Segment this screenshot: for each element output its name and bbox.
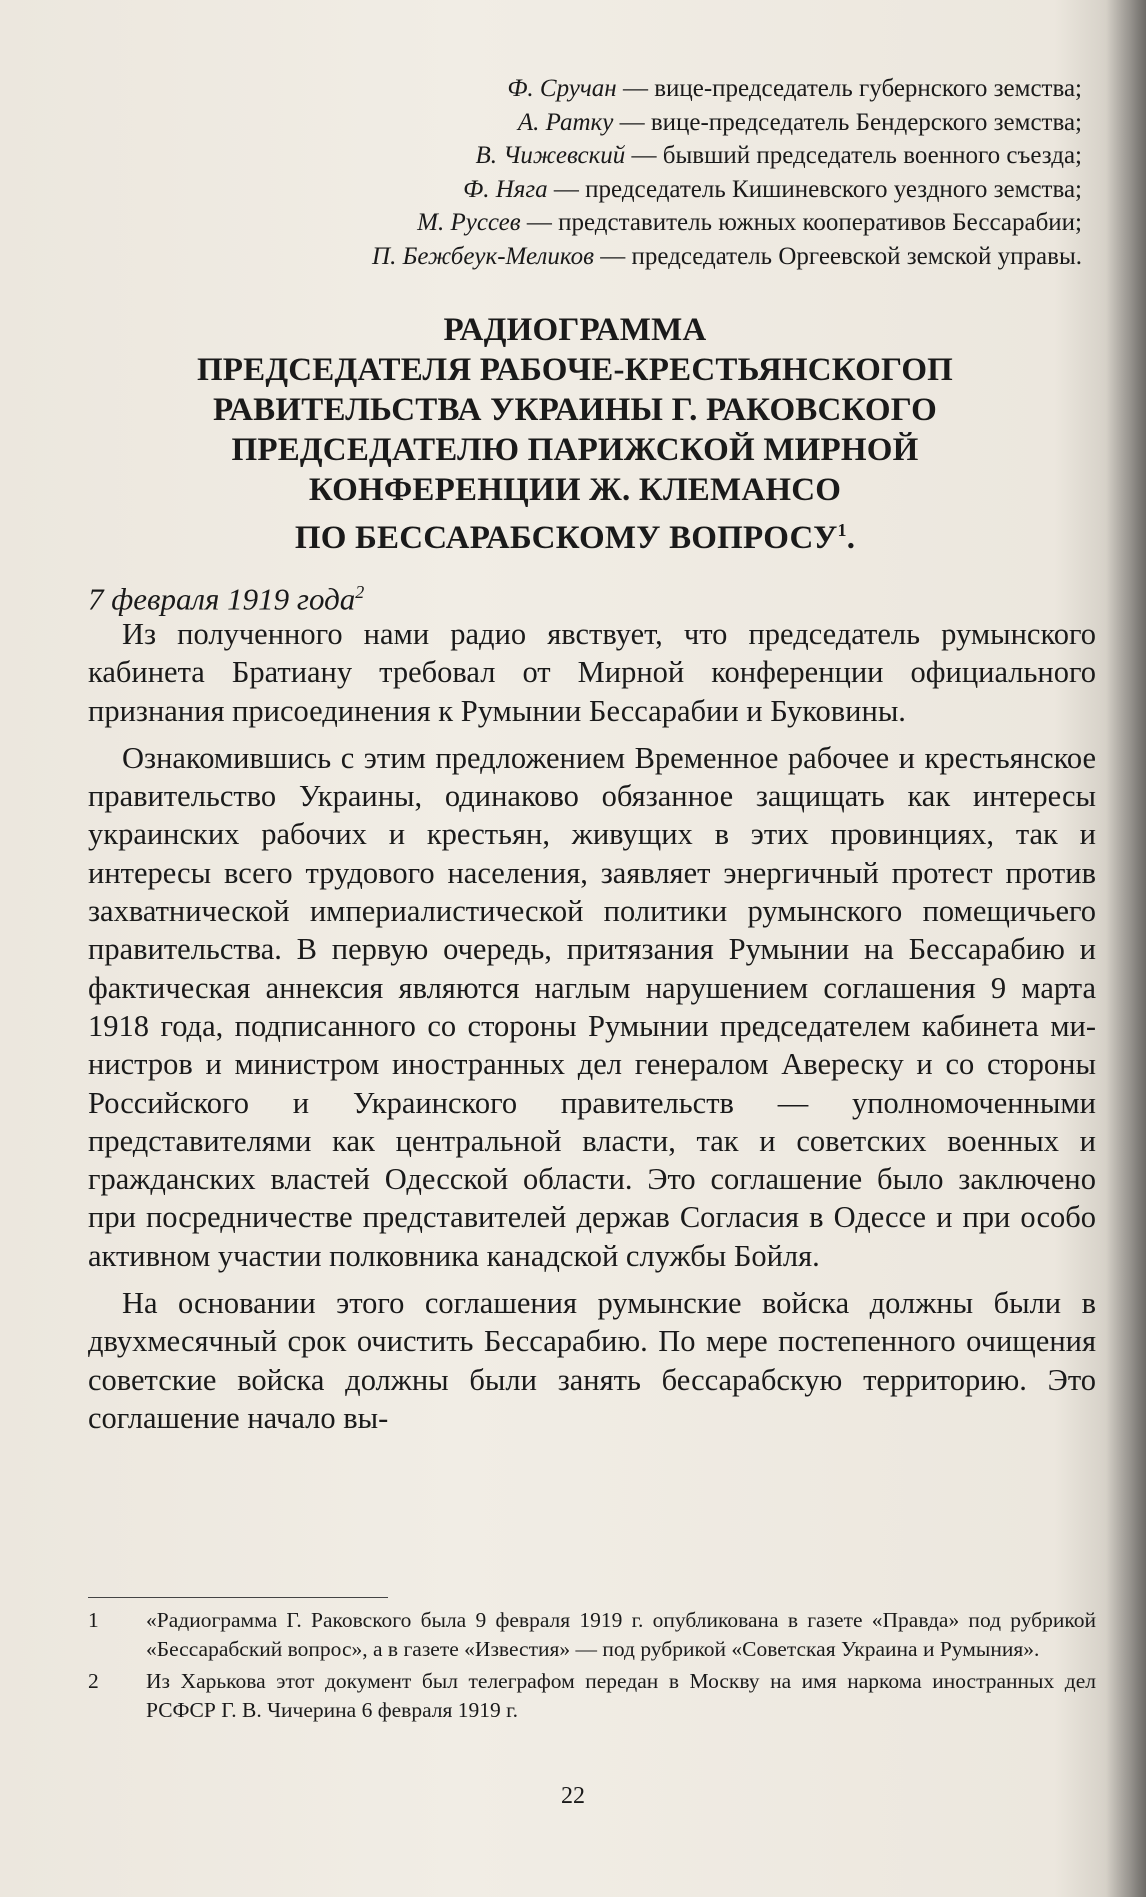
title-line: РАДИОГРАММА — [443, 312, 707, 348]
footnote-text: Из Харькова этот документ был телеграфом передан в Москву на имя наркома иностранных дел РСФСР Г. В. Чичерина 6 февраля 1919 г. — [146, 1669, 1096, 1722]
signatory-role: — председатель Оргеевской земской управы. — [593, 242, 1082, 270]
title-line-text: ПО БЕССАРАБСКОМУ ВОПРОСУ — [294, 520, 838, 556]
footnote — [88, 1606, 1096, 1663]
footnote-divider — [88, 1597, 388, 1598]
signature-line — [120, 206, 1082, 240]
title-line: ПРЕДСЕДАТЕЛЯ РАБОЧЕ-КРЕСТЬЯНСКОГОП — [196, 352, 954, 388]
footnote-ref-2: 2 — [355, 582, 365, 602]
title-line: КОНФЕРЕНЦИИ Ж. КЛЕМАНСО — [308, 472, 842, 508]
title-line: РАВИТЕЛЬСТВА УКРАИНЫ Г. РАКОВСКОГО — [213, 392, 937, 428]
signature-line — [120, 173, 1082, 207]
signatory-role: — вице-председатель Бендерского земства; — [613, 108, 1082, 136]
body-text — [88, 615, 1096, 1446]
paragraph: Ознакомившись с этим предложением Временное рабочее и крестьянское правительство Украины, одинаково обязанное защищать как интересы украинских рабочих и крестьян, живущих в этих провинциях, так и интересы всего трудового населения, заявляет энергичный протест против захватнической империалистической политики румынского помещичьего правительства. В первую очередь, притязания Румынии на Бессарабию и фактическая аннексия являются наглым нарушением соглашения 9 марта 1918 года, подписанного со стороны Румынии председателем кабинета министров и министром иностранных дел генералом Авереску и со стороны Российского и Украинского правительств — уполномоченными представителями как центральной власти, так и советских военных и гражданских властей Одесской области. Это соглашение было заключено при посредничестве представителей держав Согласия в Одессе и при особо активном участии полковника канадской службы Бойля. — [88, 740, 1096, 1273]
signatory-role: — вице-председатель губернского земства; — [616, 75, 1082, 102]
signatory-role: — председатель Кишиневского уездного земства; — [547, 175, 1082, 203]
footnotes — [88, 1606, 1096, 1728]
signatory-name: М. Руссев — [417, 209, 521, 236]
signatures-block — [120, 72, 1082, 273]
paragraph: Из полученного нами радио явствует, что председатель румынского кабинета Братиану требовал от Мирной конференции официального признания присоединения к Румынии Бессарабии и Буковины. — [88, 617, 1096, 728]
footnote-number: 1 — [88, 1608, 99, 1632]
signature-line — [120, 139, 1082, 173]
title-end-punctuation: . — [846, 520, 856, 556]
document-date — [88, 572, 364, 619]
date-text: 7 февраля 1919 года — [88, 581, 356, 617]
signature-line — [120, 106, 1082, 140]
signatory-name: П. Бежбеук-Меликов — [372, 242, 594, 270]
footnote — [88, 1667, 1096, 1724]
signatory-name: В. Чижевский — [475, 142, 626, 169]
title-line-last — [95, 510, 1055, 558]
document-title — [95, 310, 1055, 558]
footnote-number: 2 — [88, 1669, 99, 1693]
signature-line — [120, 72, 1082, 106]
page-number: 22 — [561, 1783, 585, 1809]
footnote-text: «Радиограмма Г. Раковского была 9 февраля 1919 г. опубликована в газете «Правда» под рубрикой «Бессарабский вопрос», а в газете «Известия» — под рубрикой «Советская Украина и Румыния». — [146, 1608, 1096, 1661]
paragraph: На основании этого соглашения румынские войска должны были в двухмесячный срок очистить Бессарабию. По мере постепенного очищения советские войска должны были занять бессарабскую территорию. Это соглашение начало вы- — [88, 1286, 1096, 1435]
title-line: ПРЕДСЕДАТЕЛЮ ПАРИЖСКОЙ МИРНОЙ — [231, 432, 919, 468]
signatory-role: — представитель южных кооперативов Бессарабии; — [520, 209, 1082, 236]
signatory-role: — бывший председатель военного съезда; — [625, 142, 1082, 169]
footnote-ref-1: 1 — [837, 520, 847, 540]
page-edge-shadow — [1106, 0, 1146, 1897]
signature-line — [120, 240, 1082, 274]
signatory-name: Ф. Няга — [463, 175, 548, 203]
signatory-name: Ф. Сручан — [507, 75, 617, 102]
signatory-name: А. Ратку — [517, 108, 614, 136]
